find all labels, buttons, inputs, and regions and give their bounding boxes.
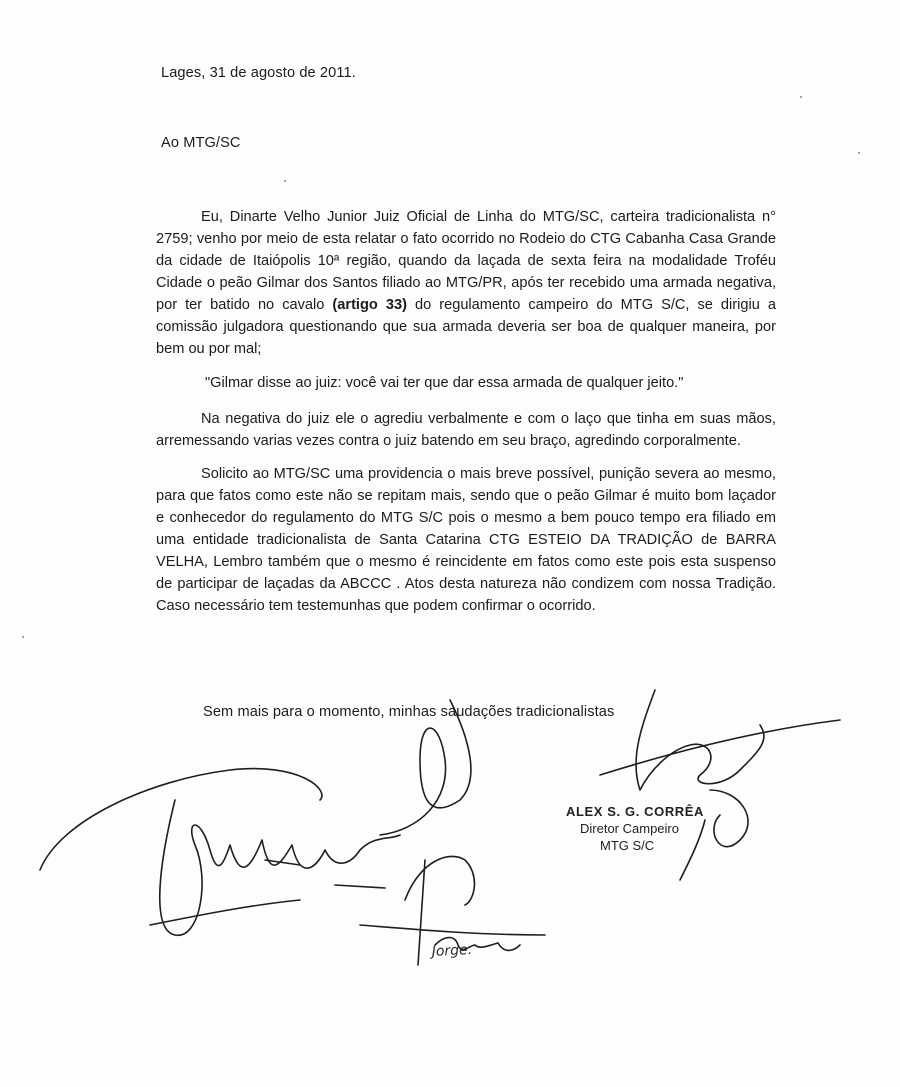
right-signature-main [636, 690, 764, 790]
paragraph-request-text: Solicito ao MTG/SC uma providencia o mais breve possível, punição severa ao mesmo, para que fatos como este não se repitam mais, sendo que o peão Gilmar é muito bom laçador e conhecedor do regulamento do MTG S/C pois o mesmo a bem pouco tempo era filiado em uma entidade tradicionalista de Santa Catarina CTG ESTEIO DA TRADIÇÃO de BARRA VELHA, Lembro também que o mesmo é reincidente em fatos como este pois esta suspenso de participar de laçadas da ABCCC . Atos desta natureza não condizem com nossa Tradição. Caso necessário tem testemunhas que podem confirmar o ocorrido. [156, 466, 776, 614]
bottom-signature-word [435, 938, 520, 951]
right-signature-slash [600, 720, 840, 775]
stamp-name: ALEX S. G. CORRÊA [566, 804, 705, 819]
stamp-org: MTG S/C [600, 838, 655, 853]
quoted-statement: "Gilmar disse ao juiz: você vai ter que dar essa armada de qualquer jeito." [205, 375, 684, 391]
left-signature-dash-2 [265, 860, 300, 865]
paragraph-aggression [156, 408, 776, 452]
letter-closing: Sem mais para o momento, minhas saudações tradicionalistas [203, 704, 615, 720]
letter-date: Lages, 31 de agosto de 2011. [161, 65, 356, 81]
stamp-role: Diretor Campeiro [580, 821, 679, 836]
letter-recipient: Ao MTG/SC [161, 135, 241, 151]
bottom-signature-vertical [418, 860, 425, 965]
bottom-signature-cross [360, 925, 545, 935]
bottom-signature-text: Jorge. [431, 941, 473, 960]
scan-speck [800, 96, 802, 98]
scan-speck [858, 152, 860, 154]
signature-stamp [566, 803, 704, 854]
bottom-signature-loop [405, 856, 474, 905]
scan-speck [284, 180, 286, 182]
paragraph-aggression-text: Na negativa do juiz ele o agrediu verbalmente e com o laço que tinha em suas mãos, arremessando varias vezes contra o juiz batendo em seu braço, agredindo corporalmente. [156, 411, 776, 449]
scan-speck [22, 636, 24, 638]
left-signature-stroke [160, 800, 400, 935]
left-signature-loop [40, 769, 322, 870]
article-reference: (artigo 33) [332, 297, 407, 313]
left-signature-dash [335, 885, 385, 888]
left-signature-base [150, 900, 300, 925]
right-signature-curl [710, 790, 748, 847]
paragraph-report [156, 206, 776, 360]
paragraph-report-text-a: Eu, Dinarte Velho Junior Juiz Oficial de Linha do MTG/SC, carteira tradicionalista n° 2759; venho por meio de esta relatar o fato ocorrido no Rodeio do CTG Cabanha Casa Grande da cidade de Itaiópolis 10ª região, quando da laçada de sexta feira na modalidade Troféu Cidade o peão Gilmar dos Santos filiado ao MTG/PR, após ter recebido uma armada negativa, por ter batido no cavalo [156, 209, 776, 313]
paragraph-report-text-b: do regulamento campeiro do MTG S/C, se dirigiu a comissão julgadora questionando que sua armada deveria ser boa de qualquer maneira, por bem ou por mal; [156, 297, 777, 357]
paragraph-request [156, 463, 776, 617]
